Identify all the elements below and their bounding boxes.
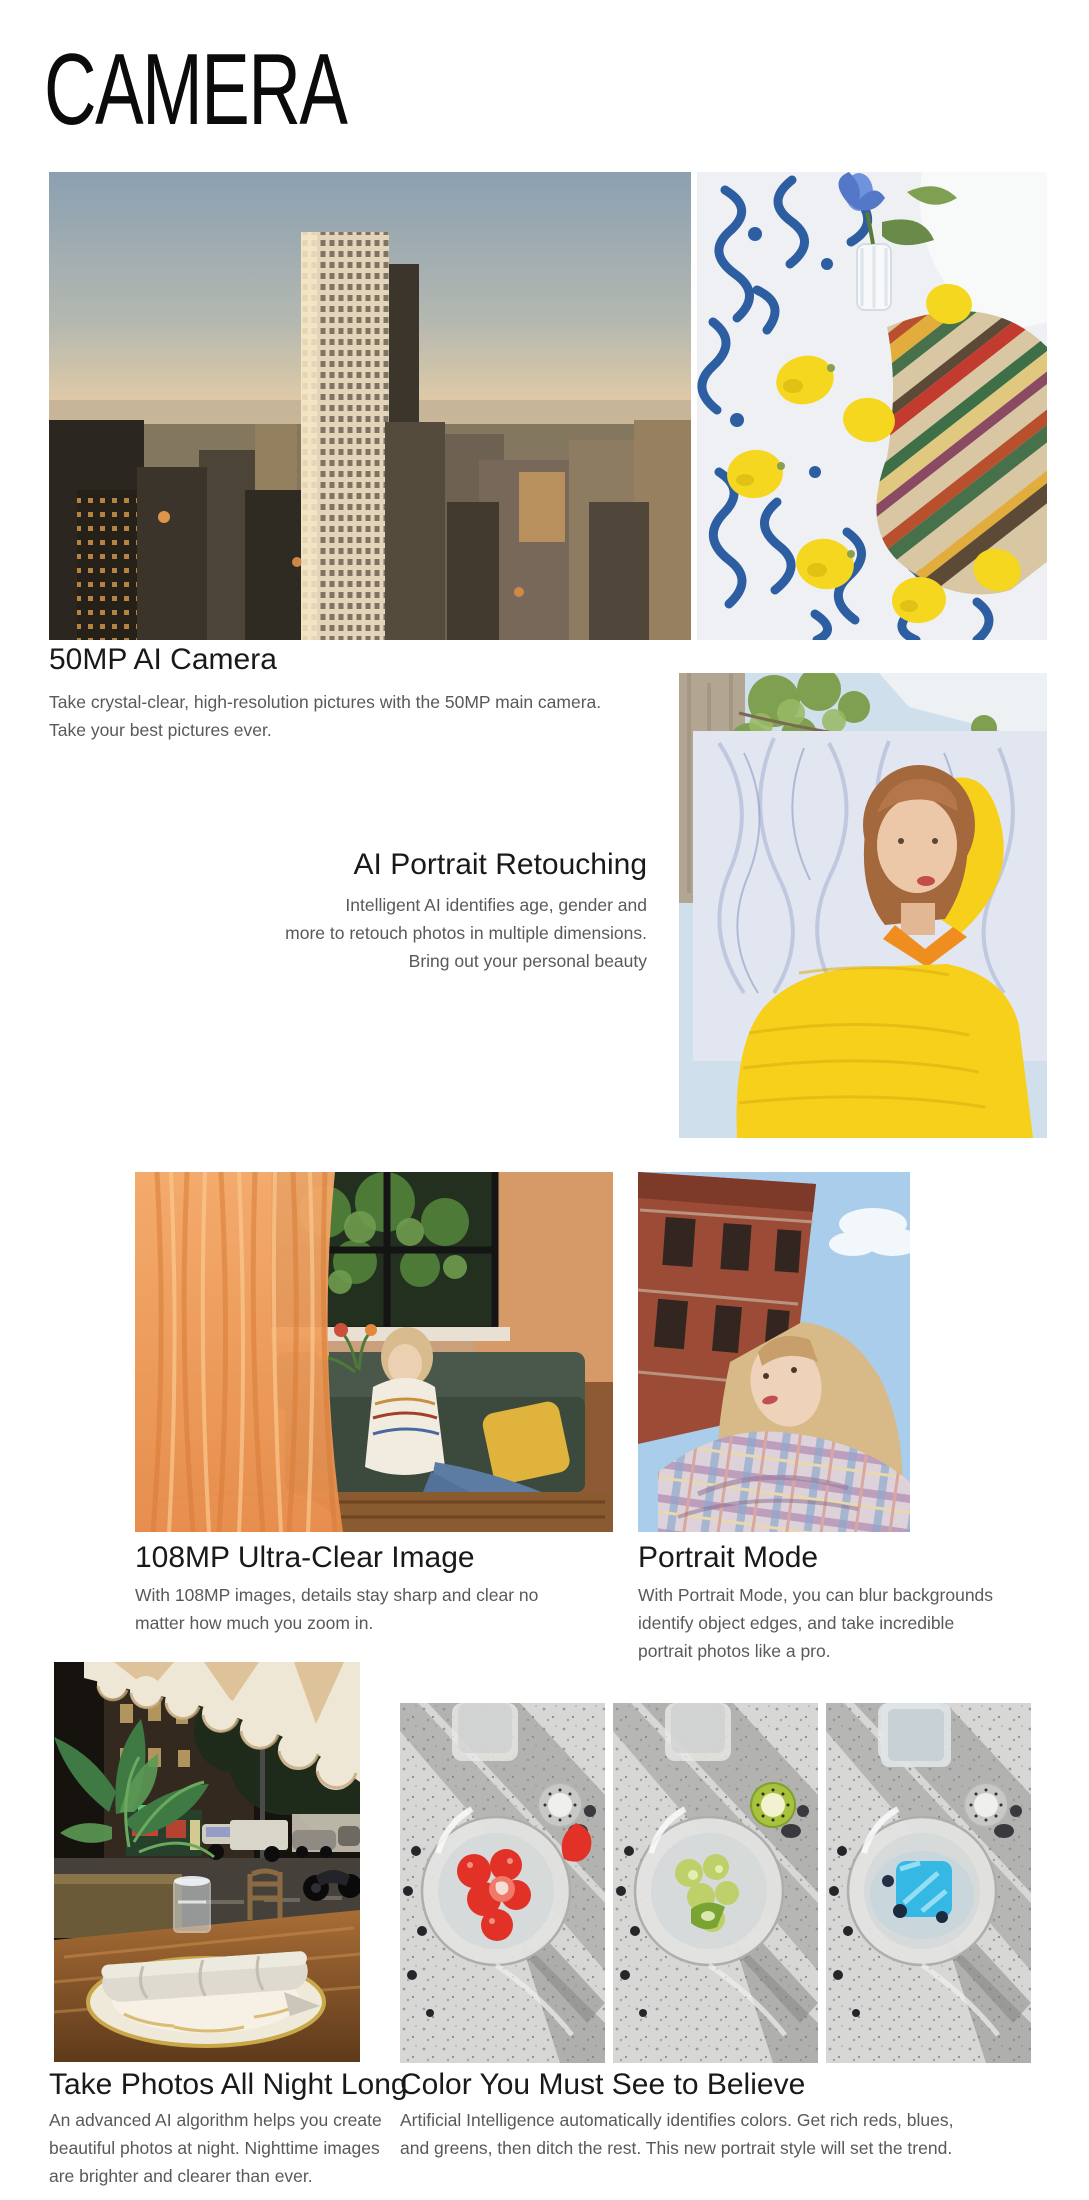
- portrait-mode-line-2: identify object edges, and take incredible: [638, 1613, 955, 1633]
- portrait-mode-heading: Portrait Mode: [638, 1541, 819, 1574]
- portrait-retouching-line-2: more to retouch photos in multiple dimensions.: [285, 923, 647, 943]
- main-camera-line-1: Take crystal-clear, high-resolution pictures with the 50MP main camera.: [49, 692, 602, 712]
- portrait-mode-line-3: portrait photos like a pro.: [638, 1641, 831, 1661]
- portrait-retouching-description: [160, 891, 647, 975]
- portrait-mode-description: [638, 1581, 993, 1665]
- orange-curtain-room-photo: [135, 1172, 613, 1532]
- night-line-1: An advanced AI algorithm helps you create: [49, 2110, 382, 2130]
- ultra-clear-line-1: With 108MP images, details stay sharp and clear no: [135, 1585, 539, 1605]
- color-line-2: and greens, then ditch the rest. This new portrait style will set the trend.: [400, 2138, 953, 2158]
- plaid-coat-portrait-photo: [638, 1172, 910, 1532]
- lemons-still-life-graphic: [697, 172, 1047, 640]
- color-description: [400, 2106, 953, 2162]
- night-cafe-photo: [54, 1662, 360, 2062]
- ultra-clear-line-2: matter how much you zoom in.: [135, 1613, 374, 1633]
- color-line-1: Artificial Intelligence automatically identifies colors. Get rich reds, blues,: [400, 2110, 954, 2130]
- portrait-retouching-line-1: Intelligent AI identifies age, gender and: [345, 895, 647, 915]
- night-heading: Take Photos All Night Long: [49, 2068, 408, 2101]
- portrait-mode-line-1: With Portrait Mode, you can blur backgrounds: [638, 1585, 994, 1605]
- city-sunset-photo: [49, 172, 691, 640]
- main-camera-description: [49, 688, 601, 744]
- night-line-3: are brighter and clearer than ever.: [49, 2166, 313, 2186]
- orange-curtain-room-graphic: [135, 1172, 613, 1532]
- page-title: CAMERA: [44, 34, 347, 146]
- city-sunset-graphic: [49, 172, 691, 640]
- color-heading: Color You Must See to Believe: [400, 2068, 806, 2101]
- night-cafe-graphic: [54, 1662, 360, 2062]
- plaid-coat-portrait-graphic: [638, 1172, 910, 1532]
- lemons-still-life-photo: [697, 172, 1047, 640]
- color-isolation-triptych-graphic: [400, 1703, 1031, 2063]
- main-camera-heading: 50MP AI Camera: [49, 643, 277, 676]
- night-description: [49, 2106, 382, 2190]
- ultra-clear-heading: 108MP Ultra-Clear Image: [135, 1541, 475, 1574]
- main-camera-line-2: Take your best pictures ever.: [49, 720, 272, 740]
- yellow-sweater-portrait-graphic: [679, 673, 1047, 1138]
- night-line-2: beautiful photos at night. Nighttime images: [49, 2138, 380, 2158]
- color-isolation-triptych-photo: [400, 1703, 1031, 2063]
- yellow-sweater-portrait-photo: [679, 673, 1047, 1138]
- portrait-retouching-line-3: Bring out your personal beauty: [408, 951, 647, 971]
- portrait-retouching-heading: AI Portrait Retouching: [353, 848, 647, 881]
- ultra-clear-description: [135, 1581, 538, 1637]
